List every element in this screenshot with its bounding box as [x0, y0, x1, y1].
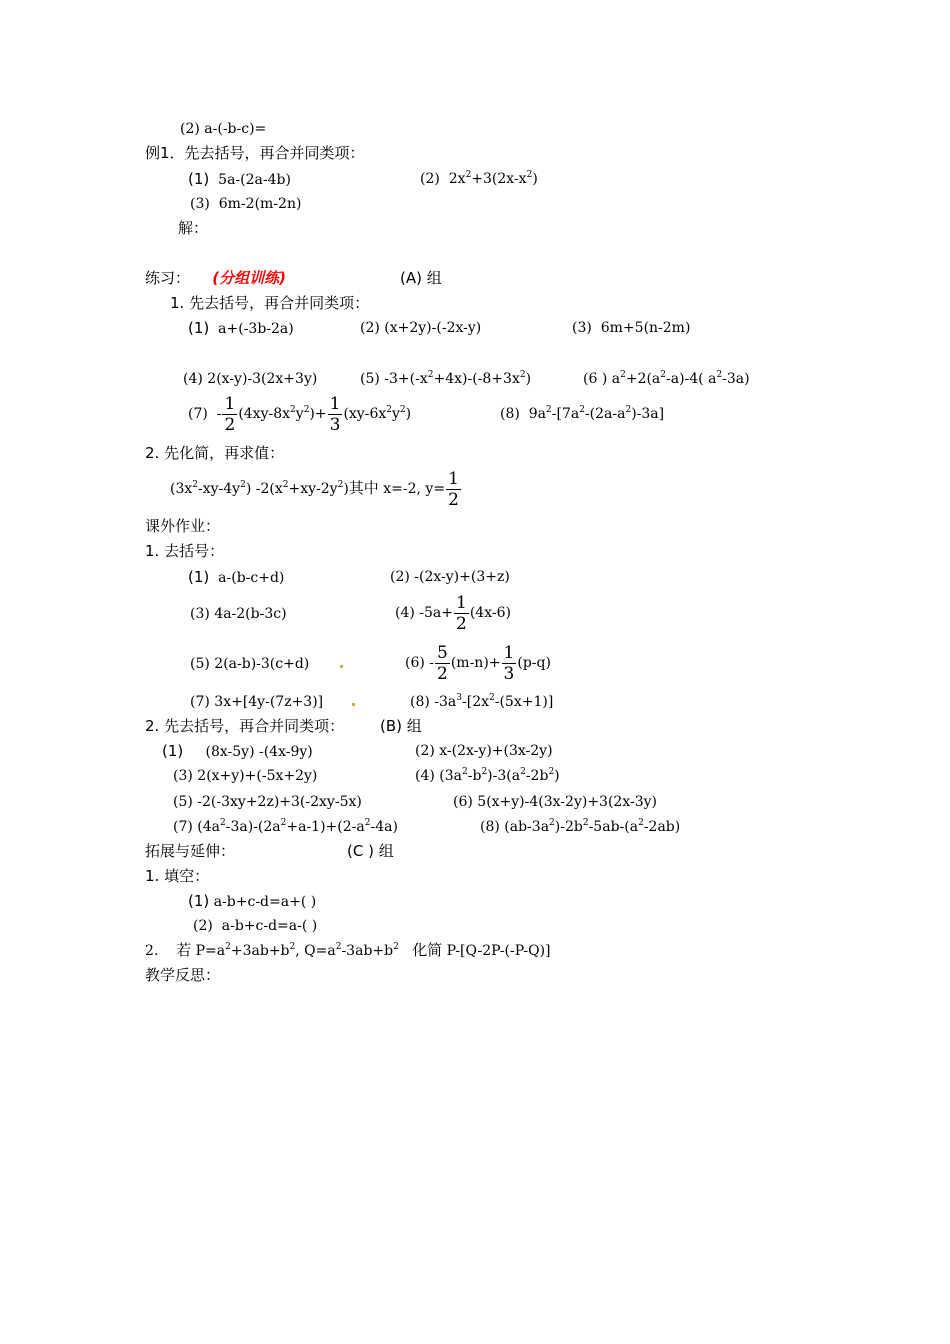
homework-item-4: (4) -5a+ $\frac{1}{2}$ (4x-6)	[395, 592, 511, 634]
practice-item-8: (8) $9a^2-[7a^2-(2a-a^2)-3a]$	[500, 405, 665, 422]
practice-item-1: (1) a+(-3b-2a)	[188, 319, 294, 337]
evaluate-expression: $(3x^2-xy-4y^2)$ $-2(x^2+xy-2y^2)$其中 x=-2, y= $\frac{1}{2}$	[170, 468, 459, 510]
pre-item-2: (2) a-(-b-c)=	[180, 121, 267, 137]
stray-mark	[352, 703, 355, 706]
fraction-y-value: $\frac{1}{2}$	[448, 468, 459, 510]
group-b-item-8: (8) $(ab-3a^2)-2b^2-5ab-(a^2-2ab)$	[480, 818, 681, 835]
extension-q2: 2. 若 $P=a^2+3ab+b^2$, $Q=a^2-3ab+b^2$ 化简 P-[Q-2P-(-P-Q)]	[145, 941, 551, 959]
homework-title: 课外作业：	[145, 517, 221, 535]
homework-q2: 2. 先去括号，再合并同类项：	[145, 717, 345, 735]
group-b-item-5: (5) -2(-3xy+2z)+3(-2xy-5x)	[173, 794, 362, 810]
fraction-one-half: $\frac{1}{2}$	[456, 592, 467, 634]
group-b-item-7: (7) $(4a^2-3a)-(2a^2+a-1)+(2-a^2-4a)$	[173, 818, 398, 835]
homework-item-7: (7) 3x+[4y-(7z+3)]	[190, 694, 324, 710]
reflection-title: 教学反思：	[145, 966, 221, 984]
extension-q1: 1. 填空：	[145, 867, 210, 885]
homework-item-1: (1) a-(b-c+d)	[188, 568, 285, 586]
practice-item-7: (7) - $\frac{1}{2}$ $(4xy-8x^2y^2)+$ $\frac{1}{3}$ $(xy-6x^2y^2)$	[188, 393, 412, 435]
homework-item-5: (5) 2(a-b)-3(c+d)	[190, 656, 310, 672]
example-1-item-2: (2) $2x^2+3(2x-x^2)$	[420, 170, 538, 187]
fill-item-1: (1) a-b+c-d=a+( )	[188, 892, 317, 910]
homework-item-6: (6) - $\frac{5}{2}$ (m-n)+ $\frac{1}{3}$ (p-q)	[405, 642, 551, 684]
solution-label: 解：	[178, 219, 209, 237]
group-b-item-6: (6) 5(x+y)-4(3x-2y)+3(2x-3y)	[453, 794, 657, 810]
group-c-label: (C ) 组	[347, 842, 394, 860]
example-1-title: 例1．先去括号，再合并同类项：	[145, 144, 365, 162]
fraction-five-halves: $\frac{5}{2}$	[437, 642, 448, 684]
homework-q1: 1. 去括号：	[145, 542, 225, 560]
homework-item-8: (8) $-3a^3-[2x^2-(5x+1)]$	[410, 693, 554, 710]
group-b-item-4: (4) $(3a^2-b^2)-3(a^2-2b^2)$	[415, 767, 560, 784]
group-b-item-2: (2) x-(2x-y)+(3x-2y)	[415, 743, 553, 759]
group-b-label: (B) 组	[380, 717, 422, 735]
homework-item-2: (2) -(2x-y)+(3+z)	[390, 569, 510, 585]
homework-item-3: (3) 4a-2(b-3c)	[190, 606, 287, 622]
stray-mark	[340, 665, 343, 668]
fraction-one-third: $\frac{1}{3}$	[503, 642, 515, 684]
group-a-label: (A) 组	[400, 269, 442, 287]
example-1-item-1: (1) 5a-(2a-4b)	[188, 170, 291, 188]
fraction-one-half: $\frac{1}{2}$	[224, 393, 236, 435]
practice-item-2: (2) (x+2y)-(-2x-y)	[360, 320, 482, 336]
fill-item-2: (2) a-b+c-d=a-( )	[193, 918, 318, 934]
practice-item-5: (5) $-3+(-x^2+4x)-(-8+3x^2)$	[360, 370, 532, 387]
group-b-item-3: (3) 2(x+y)+(-5x+2y)	[173, 768, 318, 784]
practice-item-4: (4) 2(x-y)-3(2x+3y)	[183, 371, 318, 387]
practice-item-3: (3) 6m+5(n-2m)	[572, 320, 691, 336]
practice-heading: 练习： (分组训练)	[145, 269, 286, 287]
example-1-item-3: (3) 6m-2(m-2n)	[190, 196, 302, 212]
practice-q2: 2. 先化简，再求值：	[145, 444, 285, 462]
fraction-one-third: $\frac{1}{3}$	[329, 393, 341, 435]
practice-item-6: (6 ) $a^2+2(a^2-a)-4$( $a^2-3a$)	[583, 370, 750, 387]
extension-title: 拓展与延伸：	[145, 842, 236, 860]
practice-q1: 1. 先去括号，再合并同类项：	[170, 294, 370, 312]
group-b-item-1: (1) (8x-5y) -(4x-9y)	[162, 742, 313, 760]
